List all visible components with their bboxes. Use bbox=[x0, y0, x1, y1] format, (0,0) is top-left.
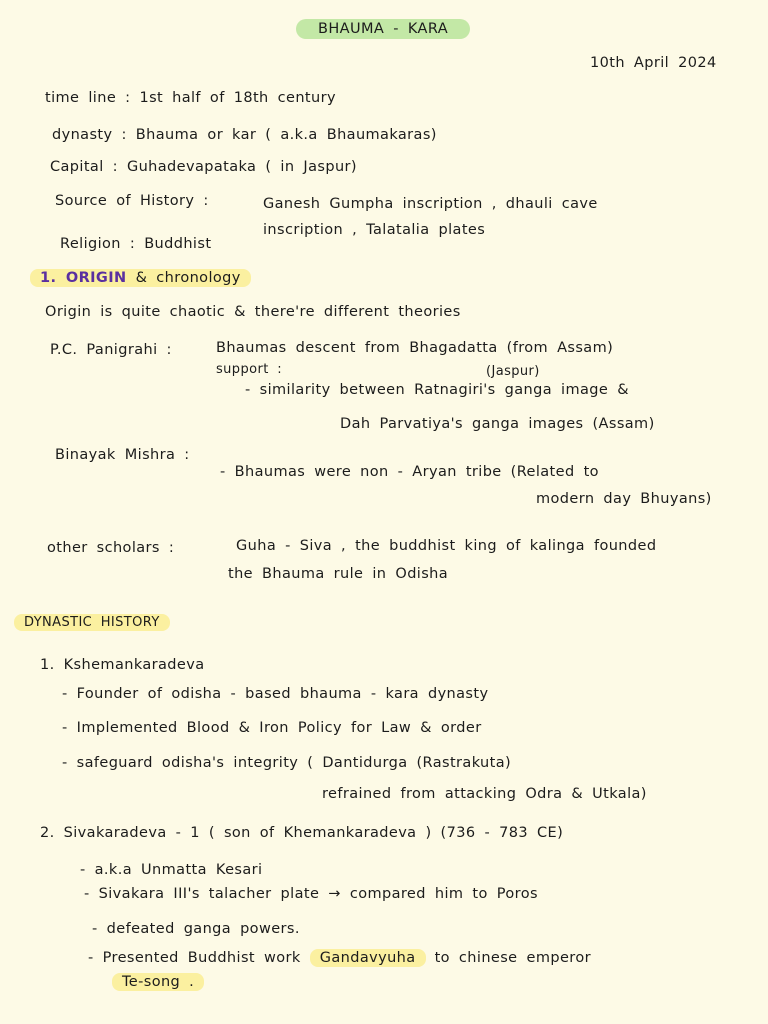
sivakaradeva-bullet-3: - defeated ganga powers. bbox=[92, 921, 300, 937]
binayak-line-1: - Bhaumas were non - Aryan tribe (Related to bbox=[220, 464, 599, 480]
kshemankaradeva-bullet-1: - Founder of odisha - based bhauma - kara dynasty bbox=[62, 686, 489, 702]
source-label: Source of History : bbox=[55, 193, 209, 209]
origin-heading: 1. ORIGIN & chronology bbox=[30, 270, 251, 287]
dynasty: dynasty : Bhauma or kar ( a.k.a Bhaumakaras) bbox=[52, 127, 437, 143]
binayak-label: Binayak Mishra : bbox=[55, 447, 190, 463]
sivakaradeva-bullet-1: - a.k.a Unmatta Kesari bbox=[80, 862, 263, 878]
kshemankaradeva-bullet-3b: refrained from attacking Odra & Utkala) bbox=[322, 786, 647, 802]
capital: Capital : Guhadevapataka ( in Jaspur) bbox=[50, 159, 357, 175]
others-label: other scholars : bbox=[47, 540, 175, 556]
support-paren: (Jaspur) bbox=[486, 364, 540, 379]
timeline: time line : 1st half of 18th century bbox=[45, 90, 336, 106]
source-line-1: Ganesh Gumpha inscription , dhauli cave bbox=[263, 196, 598, 212]
sivakaradeva-bullet-2: - Sivakara III's talacher plate → compared him to Poros bbox=[84, 886, 538, 902]
support-line-2: Dah Parvatiya's ganga images (Assam) bbox=[340, 416, 655, 432]
gandavyuha-highlight: Gandavyuha bbox=[310, 949, 426, 967]
binayak-line-2: modern day Bhuyans) bbox=[536, 491, 712, 507]
sivakaradeva-bullet-5: Te-song . bbox=[112, 974, 204, 991]
religion: Religion : Buddhist bbox=[60, 236, 212, 252]
origin-intro: Origin is quite chaotic & there're different theories bbox=[45, 304, 461, 320]
sivakaradeva-bullet-4: - Presented Buddhist work Gandavyuha to chinese emperor bbox=[88, 950, 591, 966]
date: 10th April 2024 bbox=[590, 55, 717, 71]
kshemankaradeva-title: 1. Kshemankaradeva bbox=[40, 657, 205, 673]
dynastic-heading: DYNASTIC HISTORY bbox=[14, 615, 170, 631]
page-title: BHAUMA - KARA bbox=[296, 21, 470, 38]
kshemankaradeva-bullet-2: - Implemented Blood & Iron Policy for Law & order bbox=[62, 720, 482, 736]
panigrahi-text: Bhaumas descent from Bhagadatta (from Assam) bbox=[216, 340, 614, 356]
sivakaradeva-title: 2. Sivakaradeva - 1 ( son of Khemankaradeva ) (736 - 783 CE) bbox=[40, 825, 564, 841]
others-line-2: the Bhauma rule in Odisha bbox=[228, 566, 449, 582]
support-label: support : bbox=[216, 362, 283, 377]
source-line-2: inscription , Talatalia plates bbox=[263, 222, 486, 238]
kshemankaradeva-bullet-3: - safeguard odisha's integrity ( Dantidurga (Rastrakuta) bbox=[62, 755, 512, 771]
support-line-1: - similarity between Ratnagiri's ganga image & bbox=[245, 382, 629, 398]
panigrahi-label: P.C. Panigrahi : bbox=[50, 342, 172, 358]
others-line-1: Guha - Siva , the buddhist king of kalinga founded bbox=[236, 538, 657, 554]
